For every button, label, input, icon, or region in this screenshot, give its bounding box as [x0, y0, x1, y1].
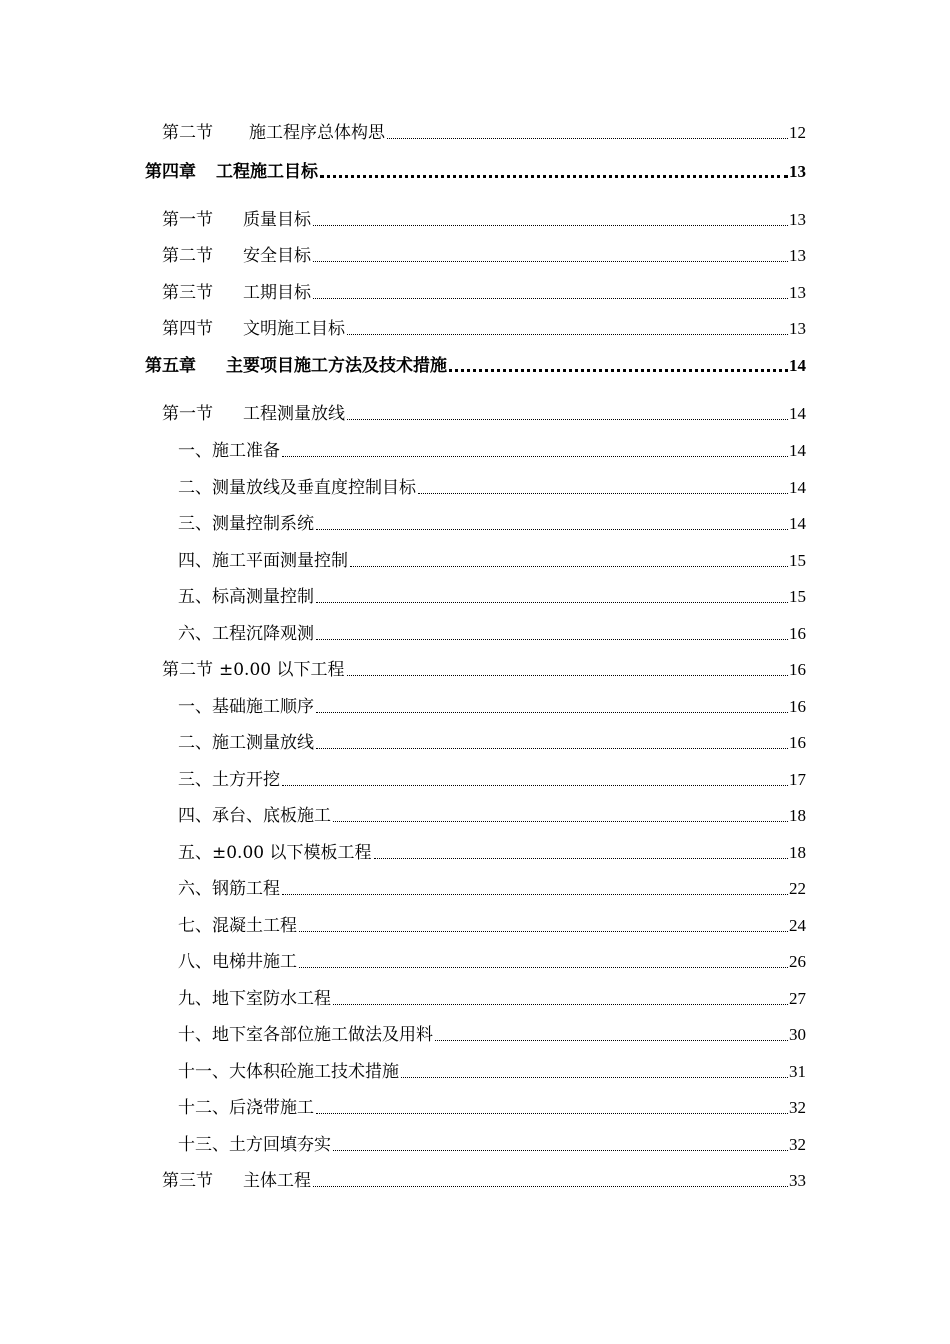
- toc-entry-label: [162, 659, 346, 681]
- toc-entry-title: 文明施工目标: [243, 319, 345, 339]
- toc-entry-title: 工期目标: [243, 283, 311, 303]
- toc-entry-label: [162, 122, 386, 144]
- toc-item-entry[interactable]: [178, 469, 806, 499]
- toc-entry-number: 六、: [178, 879, 212, 899]
- toc-dot-leader: [387, 138, 788, 139]
- toc-entry-number: 十二、: [178, 1098, 229, 1118]
- toc-item-entry[interactable]: [178, 761, 806, 791]
- toc-entry-number: 四、: [178, 551, 212, 571]
- toc-page-number: 13: [789, 283, 806, 302]
- toc-page-number: 14: [789, 478, 806, 497]
- toc-page-number: 15: [789, 587, 806, 606]
- toc-entry-title: 标高测量控制: [212, 587, 314, 607]
- toc-page-number: 33: [789, 1171, 806, 1190]
- toc-entry-title: 测量控制系统: [212, 514, 314, 534]
- toc-entry-label: [162, 245, 312, 267]
- toc-dot-leader: [316, 602, 788, 603]
- toc-page-number: 16: [789, 660, 806, 679]
- toc-dot-leader: [282, 456, 788, 457]
- toc-section-entry[interactable]: [162, 274, 806, 304]
- toc-item-entry[interactable]: [178, 1016, 806, 1046]
- toc-entry-number: 九、: [178, 989, 212, 1009]
- toc-entry-number: 第一节: [162, 210, 213, 230]
- toc-entry-number: 二、: [178, 478, 212, 498]
- toc-entry-label: [162, 403, 346, 425]
- toc-entry-title: 土方回填夯实: [229, 1135, 331, 1155]
- toc-entry-label: [162, 1170, 312, 1192]
- toc-dot-leader: [350, 566, 788, 567]
- toc-entry-number: 二、: [178, 733, 212, 753]
- toc-entry-label: [145, 355, 448, 377]
- toc-item-entry[interactable]: [178, 1053, 806, 1083]
- toc-dot-leader: [333, 1004, 788, 1005]
- toc-section-entry[interactable]: [162, 395, 806, 425]
- toc-item-entry[interactable]: [178, 542, 806, 572]
- toc-item-entry[interactable]: [178, 505, 806, 535]
- toc-entry-number: 第二节: [162, 246, 213, 266]
- toc-item-entry[interactable]: [178, 943, 806, 973]
- toc-dot-leader: [313, 298, 788, 299]
- toc-item-entry[interactable]: [178, 688, 806, 718]
- toc-entry-title: 工程沉降观测: [212, 624, 314, 644]
- toc-item-entry[interactable]: [178, 578, 806, 608]
- toc-entry-label: [178, 550, 349, 572]
- toc-entry-title: 主体工程: [243, 1171, 311, 1191]
- toc-entry-label: [162, 209, 312, 231]
- toc-page-number: 13: [789, 162, 806, 181]
- toc-dot-leader: [418, 493, 788, 494]
- toc-dot-leader: [347, 334, 788, 335]
- toc-section-entry[interactable]: [162, 201, 806, 231]
- toc-page-number: 12: [789, 123, 806, 142]
- toc-entry-title: 土方开挖: [212, 770, 280, 790]
- toc-page-number: 30: [789, 1025, 806, 1044]
- toc-entry-label: [178, 842, 373, 864]
- toc-dot-leader: [320, 175, 788, 178]
- toc-dot-leader: [449, 369, 788, 372]
- toc-item-entry[interactable]: [178, 870, 806, 900]
- toc-entry-number: 第二节: [162, 123, 213, 143]
- toc-entry-number: 十三、: [178, 1135, 229, 1155]
- toc-dot-leader: [313, 261, 788, 262]
- toc-entry-number: 六、: [178, 624, 212, 644]
- toc-page-number: 27: [789, 989, 806, 1008]
- toc-entry-label: [178, 623, 315, 645]
- toc-dot-leader: [347, 675, 789, 676]
- toc-entry-label: [178, 1134, 332, 1156]
- toc-dot-leader: [282, 785, 788, 786]
- toc-page-number: 22: [789, 879, 806, 898]
- toc-entry-title: 施工程序总体构思: [249, 123, 385, 143]
- toc-entry-title: 电梯井施工: [212, 952, 297, 972]
- toc-entry-title: 施工准备: [212, 441, 280, 461]
- toc-page-number: 26: [789, 952, 806, 971]
- toc-page-number: 14: [789, 514, 806, 533]
- toc-dot-leader: [313, 1186, 788, 1187]
- toc-entry-number: 十、: [178, 1025, 212, 1045]
- toc-page-number: 18: [789, 806, 806, 825]
- toc-section-entry[interactable]: [162, 1162, 806, 1192]
- toc-entry-number: 第四节: [162, 319, 213, 339]
- toc-entry-label: [178, 951, 298, 973]
- toc-dot-leader: [435, 1040, 788, 1041]
- toc-entry-number: 第五章: [145, 356, 196, 376]
- toc-entry-label: [178, 1061, 400, 1083]
- toc-dot-leader: [401, 1077, 788, 1078]
- toc-dot-leader: [299, 967, 788, 968]
- toc-entry-label: [178, 915, 298, 937]
- toc-entry-label: [178, 1024, 434, 1046]
- toc-entry-label: [178, 440, 281, 462]
- toc-entry-number: 五、: [178, 587, 212, 607]
- toc-entry-number: 四、: [178, 806, 212, 826]
- toc-item-entry[interactable]: [178, 907, 806, 937]
- toc-section-entry[interactable]: [162, 310, 806, 340]
- toc-page-number: 16: [789, 697, 806, 716]
- toc-page-number: 14: [789, 441, 806, 460]
- toc-section-entry[interactable]: [162, 237, 806, 267]
- toc-entry-title: 安全目标: [243, 246, 311, 266]
- toc-entry-label: [162, 282, 312, 304]
- toc-page-number: 32: [789, 1098, 806, 1117]
- toc-entry-title: 质量目标: [243, 210, 311, 230]
- toc-page-number: 24: [789, 916, 806, 935]
- toc-entry-number: 十一、: [178, 1062, 229, 1082]
- toc-item-entry[interactable]: [178, 980, 806, 1010]
- toc-item-entry[interactable]: [178, 432, 806, 462]
- toc-page-number: 14: [789, 404, 806, 423]
- toc-page-number: 13: [789, 210, 806, 229]
- toc-chapter-entry[interactable]: [145, 347, 806, 377]
- toc-entry-label: [145, 161, 319, 183]
- toc-entry-title: 大体积砼施工技术措施: [229, 1062, 399, 1082]
- toc-entry-label: [178, 988, 332, 1010]
- toc-entry-number: 第一节: [162, 404, 213, 424]
- toc-page-number: 14: [789, 356, 806, 375]
- toc-dot-leader: [299, 931, 788, 932]
- toc-page-number: 13: [789, 319, 806, 338]
- toc-entry-label: [178, 513, 315, 535]
- toc-entry-title: 后浇带施工: [229, 1098, 314, 1118]
- toc-entry-title: 基础施工顺序: [212, 697, 314, 717]
- toc-entry-title: 钢筋工程: [212, 879, 280, 899]
- toc-page-number: 13: [789, 246, 806, 265]
- toc-dot-leader: [316, 748, 788, 749]
- toc-entry-number: 第二节: [162, 660, 213, 680]
- toc-dot-leader: [316, 639, 788, 640]
- toc-dot-leader: [347, 419, 788, 420]
- toc-item-entry[interactable]: [178, 724, 806, 754]
- toc-item-entry[interactable]: [178, 1089, 806, 1119]
- toc-entry-label: [178, 586, 315, 608]
- toc-dot-leader: [316, 1113, 788, 1114]
- toc-entry-label: [178, 769, 281, 791]
- toc-entry-number: 一、: [178, 697, 212, 717]
- toc-entry-label: [178, 732, 315, 754]
- toc-chapter-entry[interactable]: [145, 153, 806, 183]
- toc-section-entry[interactable]: [162, 651, 806, 681]
- toc-item-entry[interactable]: [178, 834, 806, 864]
- toc-page-number: 15: [789, 551, 806, 570]
- toc-entry-number: 五、: [178, 843, 212, 863]
- toc-entry-title: 地下室防水工程: [212, 989, 331, 1009]
- toc-dot-leader: [313, 225, 788, 226]
- toc-dot-leader: [374, 858, 789, 859]
- toc-dot-leader: [316, 529, 788, 530]
- toc-page-number: 16: [789, 624, 806, 643]
- toc-page-number: 17: [789, 770, 806, 789]
- toc-item-entry[interactable]: [178, 1126, 806, 1156]
- toc-dot-leader: [282, 894, 788, 895]
- toc-section-entry[interactable]: [162, 114, 806, 144]
- toc-entry-label: [178, 696, 315, 718]
- toc-entry-title: ±0.00 以下模板工程: [212, 843, 372, 863]
- toc-entry-number: 三、: [178, 770, 212, 790]
- toc-entry-title: ±0.00 以下工程: [219, 660, 345, 680]
- toc-entry-number: 七、: [178, 916, 212, 936]
- toc-entry-number: 一、: [178, 441, 212, 461]
- toc-dot-leader: [316, 712, 788, 713]
- toc-entry-number: 八、: [178, 952, 212, 972]
- toc-page-number: 32: [789, 1135, 806, 1154]
- toc-entry-number: 三、: [178, 514, 212, 534]
- toc-entry-number: 第三节: [162, 283, 213, 303]
- toc-entry-title: 混凝土工程: [212, 916, 297, 936]
- toc-page-number: 16: [789, 733, 806, 752]
- toc-entry-label: [162, 318, 346, 340]
- toc-item-entry[interactable]: [178, 615, 806, 645]
- toc-entry-title: 施工平面测量控制: [212, 551, 348, 571]
- toc-entry-label: [178, 878, 281, 900]
- toc-entry-number: 第三节: [162, 1171, 213, 1191]
- toc-page-number: 31: [789, 1062, 806, 1081]
- toc-entry-title: 工程测量放线: [243, 404, 345, 424]
- toc-entry-title: 承台、底板施工: [212, 806, 331, 826]
- toc-entry-title: 主要项目施工方法及技术措施: [226, 356, 447, 376]
- toc-dot-leader: [333, 1150, 788, 1151]
- toc-dot-leader: [333, 821, 788, 822]
- toc-entry-label: [178, 805, 332, 827]
- toc-entry-number: 第四章: [145, 162, 196, 182]
- toc-entry-title: 测量放线及垂直度控制目标: [212, 478, 416, 498]
- toc-entry-title: 施工测量放线: [212, 733, 314, 753]
- toc-entry-label: [178, 477, 417, 499]
- toc-page-number: 18: [789, 843, 806, 862]
- toc-entry-title: 工程施工目标: [216, 162, 318, 182]
- toc-entry-label: [178, 1097, 315, 1119]
- toc-entry-title: 地下室各部位施工做法及用料: [212, 1025, 433, 1045]
- toc-item-entry[interactable]: [178, 797, 806, 827]
